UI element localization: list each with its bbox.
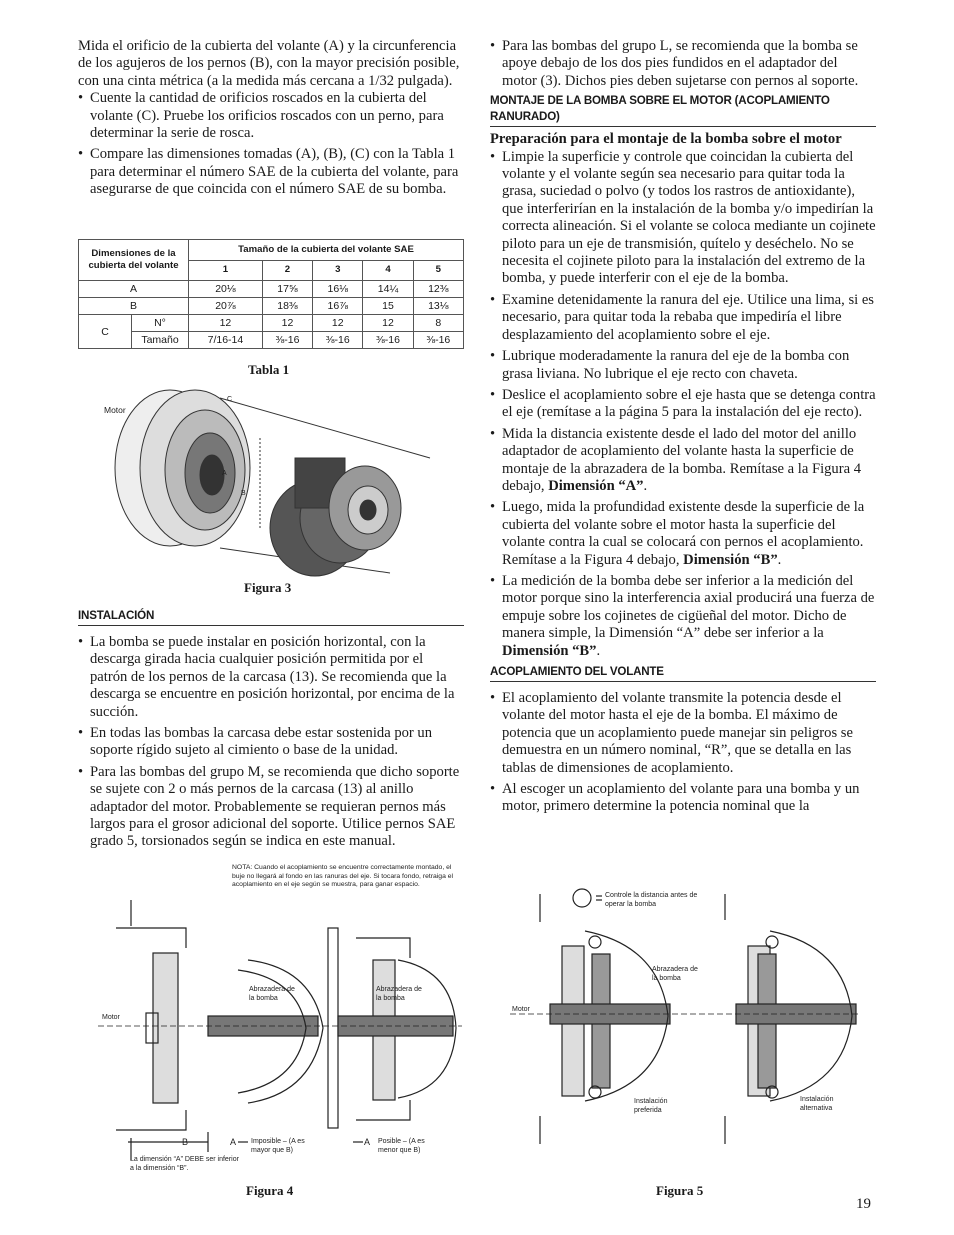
figure-3-motor-label: Motor (104, 405, 126, 415)
table-cell: 12 (262, 315, 312, 332)
figure-4-label-b: B (182, 1137, 189, 1147)
installation-heading: INSTALACIÓN (78, 608, 464, 626)
table-cell: 20⅞ (189, 298, 263, 315)
figure-4-possible-label: Posible – (A es menor que B) (378, 1138, 425, 1154)
list-item: • Examine detenidamente la ranura del eje. Utilice una lima, si es necesario, para quitar toda la rebaba que impediría el libre desplazamiento del acoplamiento sobre el eje. (490, 292, 876, 344)
list-item-text: La medición de la bomba debe ser inferior a la medición del motor porque sino la interferencia axial producirá una fuerza de empuje sobre los cojinetes de cigüeñal del motor. Dicho de manera simple, la Dimensión “A” debe ser inferior a la (502, 572, 875, 642)
dimension-b-ref: Dimensión “B” (502, 642, 597, 659)
figure-4-motor-label: Motor (102, 1014, 120, 1021)
table-size-2: 2 (262, 260, 312, 281)
installation-section (78, 608, 464, 851)
table-cell: 18⅜ (262, 298, 312, 315)
mounting-subheading: Preparación para el montaje de la bomba sobre el motor (490, 131, 842, 148)
coupling-heading: ACOPLAMIENTO DEL VOLANTE (490, 664, 876, 682)
list-item: • La bomba se puede instalar en posición horizontal, con la descarga girada hacia cualquier posición permitida por el patrón de los pernos de la carcasa (13). Se recomienda que la descarga se encuentre en posición horizontal, por encima de la succión. (78, 634, 464, 721)
table-cell: 8 (413, 315, 463, 332)
table-header-dimensions: Dimensiones de la cubierta del volante (79, 240, 189, 281)
table-cell: ⅜-16 (413, 332, 463, 349)
figure-4-bottom-note: La dimensión “A” DEBE ser inferior a la dimensión “B”. (130, 1156, 239, 1172)
table-cell: ⅜-16 (363, 332, 413, 349)
table-cell: 12⅜ (413, 281, 463, 298)
figure-3-label-c: C (227, 396, 233, 403)
figure-3-label-b: B (241, 490, 246, 497)
dimension-b-ref: Dimensión “B” (683, 551, 778, 568)
figure-4-clamp-label: Abrazadera de la bomba (376, 986, 422, 1002)
table-cell: ⅜-16 (313, 332, 363, 349)
list-item: • Cuente la cantidad de orificios roscados en la cubierta del volante (C). Pruebe los orificios roscados con un perno, para determinar la serie de rosca. (78, 90, 464, 142)
table-size-5: 5 (413, 260, 463, 281)
figure-3-illustration (100, 378, 460, 578)
list-item: • El acoplamiento del volante transmite la potencia desde el volante del motor hasta el eje de la bomba. El máximo de potencia que un acoplamiento puede manejar sin peligros se demuestra en un número nominal, “R”, que se detalla en las tablas de dimensiones de acoplamiento. (490, 690, 876, 777)
figure-5-legend: Controle la distancia antes de operar la bomba (605, 892, 698, 908)
table-cell: 12 (313, 315, 363, 332)
list-item: • En todas las bombas la carcasa debe estar sostenida por un soporte rígido sujeto al cimiento o base de la unidad. (78, 725, 464, 760)
list-item: • Mida la distancia existente desde el lado del motor del anillo adaptador de acoplamiento del volante hasta la superficie de montaje de la abrazadera de la bomba. Remítase a la Figura 4 debajo, Dimensión “A”. (490, 426, 876, 496)
figure-3-caption: Figura 3 (244, 580, 292, 595)
list-item: • La medición de la bomba debe ser inferior a la medición del motor porque sino la interferencia axial producirá una fuerza de empuje sobre los cojinetes de cigüeñal del motor. Dicho de manera simple, la Dimensión “A” debe ser inferior a la Dimensión “B”. (490, 573, 876, 660)
table-row (79, 332, 464, 349)
table-cell: 14¼ (363, 281, 413, 298)
table-cell: 20⅛ (189, 281, 263, 298)
table-cell: 15 (363, 298, 413, 315)
table-size-1: 1 (189, 260, 263, 281)
list-item: • Para las bombas del grupo L, se recomienda que la bomba se apoye debajo de los dos pies fundidos en el adaptador del motor (3). Dichos pies deben sujetarse con pernos al soporte. (490, 38, 876, 90)
table-row (79, 315, 464, 332)
dimension-a-ref: Dimensión “A” (548, 477, 644, 494)
mounting-heading: MONTAJE DE LA BOMBA SOBRE EL MOTOR (ACOPLAMIENTO RANURADO) (490, 93, 876, 127)
figure-5-alternative-label: Instalación alternativa (800, 1096, 834, 1112)
table-cell: 12 (363, 315, 413, 332)
figure-3-label-a: A (222, 470, 227, 477)
table-cell: Tamaño (132, 332, 189, 349)
table-cell: C (79, 315, 132, 349)
intro-paragraph: Mida el orificio de la cubierta del volante (A) y la circunferencia de los agujeros de los pernos (B), con la mayor precisión posible, con una cinta métrica (a la medida más cercana a 1/32 pulgada). (78, 38, 460, 89)
figure-4-label-a: A (230, 1137, 237, 1147)
table-cell: 7/16-14 (189, 332, 263, 349)
table-cell: A (79, 281, 189, 298)
table-header-size: Tamaño de la cubierta del volante SAE (189, 240, 464, 261)
figure-4-label-a: A (364, 1137, 371, 1147)
figure-5-motor-label: Motor (512, 1006, 530, 1013)
left-column-top (78, 38, 464, 199)
list-item: • Lubrique moderadamente la ranura del eje de la bomba con grasa liviana. No lubrique el eje recto con chaveta. (490, 348, 876, 383)
figure-4-note: NOTA: Cuando el acoplamiento se encuentre correctamente montado, el buje no llegará al fondo en las ranuras del eje. Si tocara fondo, retraiga el acoplamiento en el eje según se muestra, para ganar espacio. (232, 864, 454, 888)
list-item: • Luego, mida la profundidad existente desde la superficie de la cubierta del volante sobre el motor hasta la superficie del volante contra la cual se colocará con pernos el acoplamiento. Remítase a la Figura 4 debajo, Dimensión “B”. (490, 499, 876, 569)
figure-5-preferred-label: Instalación preferida (634, 1098, 668, 1114)
table-cell: 12 (189, 315, 263, 332)
table-cell: 17⅝ (262, 281, 312, 298)
right-column (490, 38, 876, 816)
table-row (79, 281, 464, 298)
table-cell: 13⅛ (413, 298, 463, 315)
page-number: 19 (856, 1196, 871, 1212)
figure-5-clamp-label: Abrazadera de la bomba (652, 966, 698, 982)
list-item: • Compare las dimensiones tomadas (A), (B), (C) con la Tabla 1 para determinar el número SAE de la cubierta del volante, para asegurarse de que coincida con el número SAE de su bomba. (78, 146, 464, 198)
table-caption: Tabla 1 (248, 362, 290, 377)
table-cell: 16⅞ (313, 298, 363, 315)
table-size-3: 3 (313, 260, 363, 281)
figure-4-impossible-label: Imposible – (A es mayor que B) (251, 1138, 305, 1154)
table-cell: N° (132, 315, 189, 332)
figure-4-caption: Figura 4 (246, 1183, 294, 1198)
figure-5-caption: Figura 5 (656, 1183, 704, 1198)
table-cell: B (79, 298, 189, 315)
table-cell: 16⅛ (313, 281, 363, 298)
table-row (79, 298, 464, 315)
list-item-text: Mida la distancia existente desde el lado del motor del anillo adaptador de acoplamiento del volante hasta la superficie de montaje de la abrazadera de la bomba. Remítase a la Figura 4 debajo, (502, 425, 862, 494)
table-cell: ⅜-16 (262, 332, 312, 349)
list-item: • Limpie la superficie y controle que coincidan la cubierta del volante y el volante según sea necesario para quitar toda la grasa, suciedad o polvo (y todos los rastros de antioxidante), que interferirían en la instalación de la bomba y/o impedirían la correcta alineación. Si el volante se coloca mediante un cojinete piloto para un eje de transmisión, quítelo y deséchelo. No se necesita el cojinete piloto para la instalación del extremo de la bomba, y puede interferir con el eje de la bomba. (490, 149, 876, 288)
list-item-text: Luego, mida la profundidad existente desde la superficie de la cubierta del volante sobre el motor hasta la superficie del volante contra la cual se colocará con pernos el acoplamiento. Remítase a la Figura 4 debajo, (502, 499, 865, 568)
list-item: • Al escoger un acoplamiento del volante para una bomba y un motor, primero determine la potencia nominal que la (490, 781, 876, 816)
sae-table (78, 239, 464, 349)
list-item: • Deslice el acoplamiento sobre el eje hasta que se detenga contra el eje (remítase a la página 5 para la instalación del eje recto). (490, 387, 876, 422)
figure-4-clamp-label: Abrazadera de la bomba (249, 986, 295, 1002)
figure-4-illustration (98, 898, 462, 1160)
list-item: • Para las bombas del grupo M, se recomienda que dicho soporte se sujete con 2 o más pernos de la carcasa (13) al anillo adaptador del motor. Probablemente se requieran pernos más largos para el grosor adicional del soporte. Utilice pernos SAE grado 5, torsionados según se indica en este manual. (78, 764, 464, 851)
table-size-4: 4 (363, 260, 413, 281)
